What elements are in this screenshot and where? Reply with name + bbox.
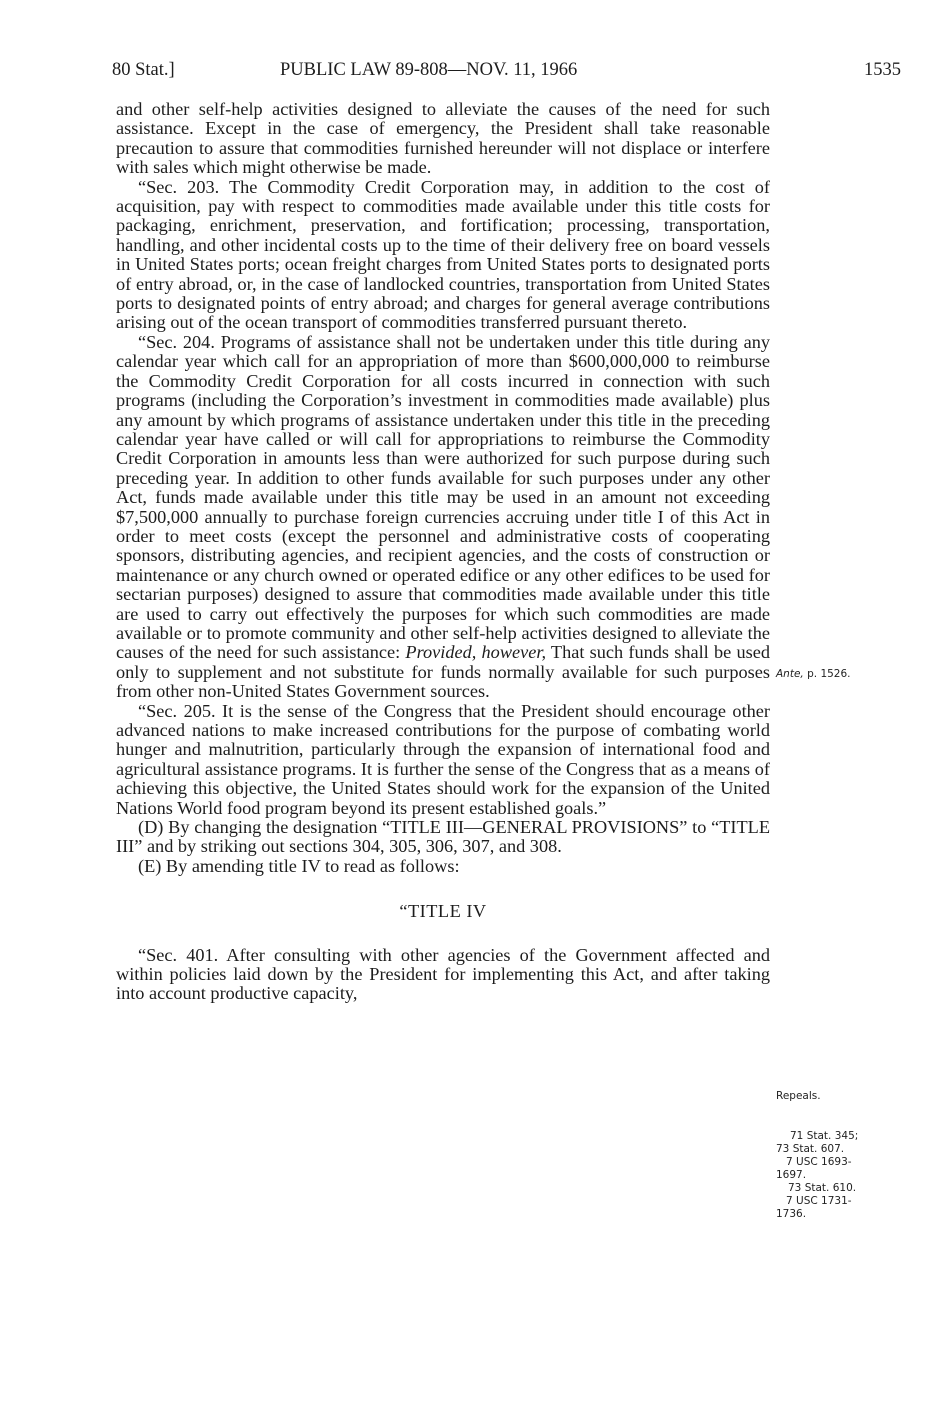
margin-note-ante-italic: Ante,: [776, 668, 804, 680]
page-header: [0, 60, 946, 84]
citation-line: 7 USC 1731-: [786, 1195, 852, 1207]
margin-note-citations: [776, 1130, 896, 1221]
citation-line: 73 Stat. 607.: [776, 1143, 845, 1155]
section-203: “Sec. 203. The Commodity Credit Corporation may, in addition to the cost of acquisition, pay with respect to commodities made available under this title costs for packaging, enrichment, preservation, and fortification; processing, transportation, handling, and other incidental costs up to the time of their delivery free on board vessels in United States ports; ocean freight charges from United States ports to designated ports of entry abroad, or, in the case of landlocked countries, transportation from United States ports to designated points of entry abroad; and charges for general average contributions arising out of the ocean transport of commodities transferred pursuant thereto.: [116, 176, 770, 333]
proviso: Provided, however,: [405, 642, 547, 663]
body-text: [116, 100, 770, 1004]
section-401: “Sec. 401. After consulting with other agencies of the Government affected and within policies laid down by the President for implementing this Act, and after taking into account productive capacity,: [116, 944, 770, 1004]
margin-note-ante-page: p. 1526.: [803, 668, 851, 680]
margin-note-repeals-text: Repeals.: [776, 1090, 821, 1102]
citation-line: 1697.: [776, 1169, 807, 1181]
section-204: [116, 333, 770, 702]
section-204-text-a: “Sec. 204. Programs of assistance shall not be undertaken under this title during any calendar year which call for an appropriation of more than $600,000,000 to reimburse the Commodity Credit Corporation for all costs incurred in connection with such programs (including the Corporation’s investment in commodities made available) plus any amount by which programs of assistance undertaken under this title in the preceding calendar year have called or will call for appropriations to reimburse the Commodity Credit Corporation in amounts less than were authorized for such purpose during such preceding year. In addition to other funds available for such purposes under any other Act, funds made available under this title may be used in an amount not exceeding $7,500,000 annually to purchase foreign currencies accruing under title I of this Act in order to meet costs (except the personnel and administrative costs of cooperating sponsors, distributing agencies, and recipient agencies, and the costs of construction or maintenance or any church owned or operated edifice or any other edifices to be used for sectarian purposes) designed to assure that commodities made available under this title are used to carry out effectively the purposes for which such commodities are made available or to promote community and other self-help activities designed to alleviate the causes of the need for such assistance:: [116, 331, 770, 663]
paragraph-1: and other self-help activities designed to alleviate the causes of the need for such assistance. Except in the case of emergency, the President shall take reasonable precaution to assure that commodities furnished hereunder will not displace or interfere with sales which might otherwise be made.: [116, 99, 770, 178]
amendment-e: (E) By amending title IV to read as follows:: [138, 855, 460, 876]
header-page-number: 1535: [864, 60, 901, 80]
citation-line: 1736.: [776, 1208, 807, 1220]
margin-note-repeals: [776, 1090, 896, 1103]
amendment-d: (D) By changing the designation “TITLE III—GENERAL PROVISIONS” to “TITLE III” and by striking out sections 304, 305, 306, 307, and 308.: [116, 817, 770, 857]
citation-line: 71 Stat. 345;: [790, 1130, 859, 1142]
header-volume: 80 Stat.]: [112, 60, 175, 80]
title-iv-heading: “TITLE IV: [399, 901, 487, 922]
section-204-text-b: That such funds shall be used only to supplement and not substitute for funds normally available for such purposes from other non-United States Government sources.: [116, 642, 770, 702]
header-title: PUBLIC LAW 89-808—NOV. 11, 1966: [280, 60, 578, 80]
citation-line: 7 USC 1693-: [786, 1156, 852, 1168]
citation-line: 73 Stat. 610.: [788, 1182, 857, 1194]
margin-note-ante: [776, 668, 896, 681]
section-205: “Sec. 205. It is the sense of the Congress that the President should encourage other advanced nations to make increased contributions for the purpose of combating world hunger and malnutrition, particularly through the expansion of international food and agricultural assistance programs. It is further the sense of the Congress that as a means of achieving this objective, the United States should work for the expansion of the United Nations World food program beyond its present established goals.”: [116, 700, 770, 818]
